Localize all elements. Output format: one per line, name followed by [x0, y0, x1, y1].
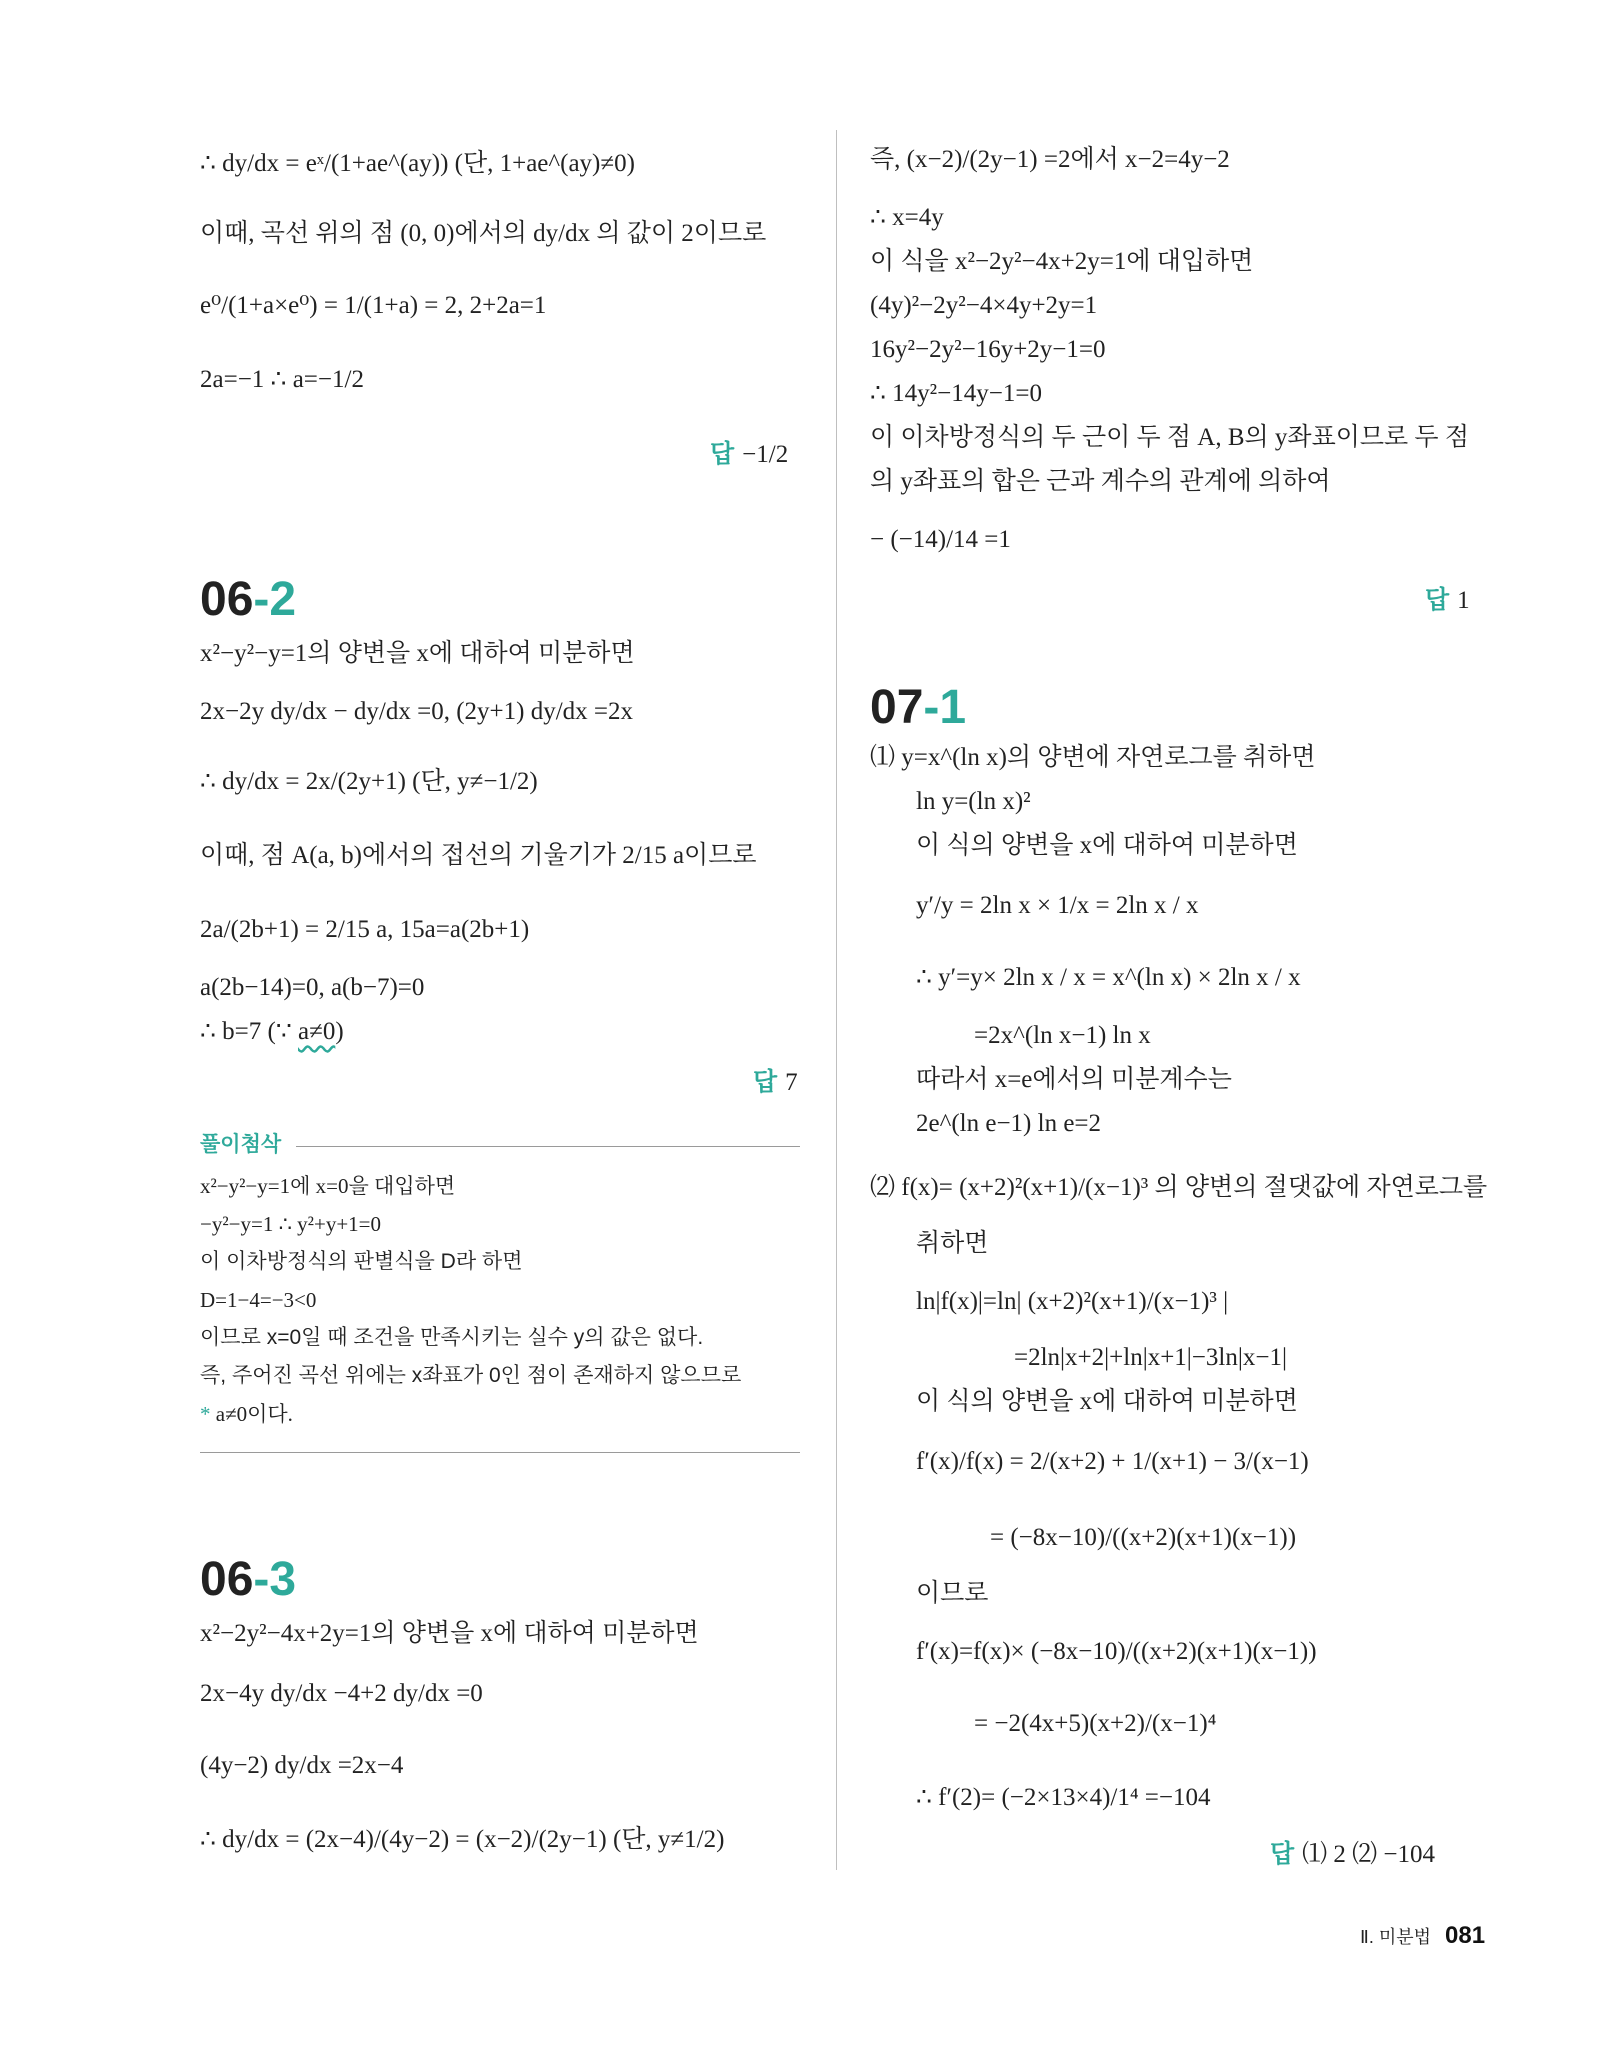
text-line: 이 식을 x²−2y²−4x+2y=1에 대입하면 [870, 248, 1254, 275]
page-number: 081 [1445, 1922, 1486, 1949]
answer-block [1270, 1836, 1435, 1873]
math-line: ∴ dy/dx = 2x/(2y+1) (단, y≠−1/2) [200, 768, 538, 795]
math-line: 16y²−2y²−16y+2y−1=0 [870, 336, 1106, 363]
column-divider [836, 130, 837, 1870]
note-line: D=1−4=−3<0 [200, 1288, 317, 1312]
note-line: 즉, 주어진 곡선 위에는 x좌표가 0인 점이 존재하지 않으므로 [200, 1364, 742, 1387]
section-number: 06 [200, 573, 254, 626]
text-line: 이므로 [916, 1580, 989, 1607]
math-text: ) [335, 1018, 344, 1045]
note-bottom-rule [200, 1452, 800, 1453]
note-text: a≠0이다. [210, 1402, 293, 1426]
math-line: (4y−2) dy/dx =2x−4 [200, 1752, 404, 1779]
answer-block [710, 436, 788, 473]
text-line: 취하면 [916, 1230, 989, 1257]
text-line: 따라서 x=e에서의 미분계수는 [916, 1066, 1232, 1093]
math-line [200, 1014, 344, 1050]
note-line: 이므로 x=0일 때 조건을 만족시키는 실수 y의 값은 없다. [200, 1326, 704, 1349]
section-dash: - [923, 681, 940, 734]
text-line: 이때, 점 A(a, b)에서의 접선의 기울기가 2/15 a이므로 [200, 842, 757, 869]
math-line: = −2(4x+5)(x+2)/(x−1)⁴ [974, 1710, 1217, 1737]
math-line: ∴ x=4y [870, 204, 944, 231]
math-line: a(2b−14)=0, a(b−7)=0 [200, 974, 425, 1001]
math-line: e⁰/(1+a×e⁰) = 1/(1+a) = 2, 2+2a=1 [200, 292, 547, 319]
text-line: 이 식의 양변을 x에 대하여 미분하면 [916, 832, 1298, 859]
section-number: 06 [200, 1553, 254, 1606]
text-line: 의 y좌표의 합은 근과 계수의 관계에 의하여 [870, 468, 1331, 495]
answer-block [753, 1064, 798, 1101]
math-line: 2a=−1 ∴ a=−1/2 [200, 366, 364, 393]
answer-value: 1 [1457, 587, 1470, 614]
note-line: 이 이차방정식의 판별식을 D라 하면 [200, 1250, 523, 1273]
footnote-star: * [200, 1402, 211, 1426]
math-line: f′(x)/f(x) = 2/(x+2) + 1/(x+1) − 3/(x−1) [916, 1448, 1309, 1475]
math-line: 2x−2y dy/dx − dy/dx =0, (2y+1) dy/dx =2x [200, 698, 633, 725]
math-line: ∴ dy/dx = eˣ/(1+ae^(ay)) (단, 1+ae^(ay)≠0) [200, 150, 635, 177]
note-line [200, 1396, 293, 1432]
section-heading [200, 572, 296, 628]
section-dash: - [253, 573, 270, 626]
footer-section-title: Ⅱ. 미분법 [1360, 1927, 1432, 1947]
math-line: =2ln|x+2|+ln|x+1|−3ln|x−1| [1014, 1344, 1287, 1371]
math-line: =2x^(ln x−1) ln x [974, 1022, 1151, 1049]
answer-label: 답 [1270, 1840, 1295, 1868]
answer-label: 답 [753, 1068, 778, 1096]
answer-value: 7 [785, 1069, 798, 1096]
section-subnumber: 1 [939, 681, 967, 734]
math-line: = (−8x−10)/((x+2)(x+1)(x−1)) [990, 1524, 1297, 1551]
section-number: 07 [870, 681, 924, 734]
math-line: ∴ 14y²−14y−1=0 [870, 380, 1042, 407]
math-line: − (−14)/14 =1 [870, 526, 1011, 553]
text-line: x²−y²−y=1의 양변을 x에 대하여 미분하면 [200, 640, 635, 667]
note-title: 풀이첨삭 [200, 1133, 282, 1156]
note-line: −y²−y=1 ∴ y²+y+1=0 [200, 1212, 382, 1236]
math-line: f′(x)=f(x)× (−8x−10)/((x+2)(x+1)(x−1)) [916, 1638, 1317, 1665]
note-top-rule [296, 1146, 800, 1147]
answer-label: 답 [710, 440, 735, 468]
answer-label: 답 [1425, 586, 1450, 614]
section-heading [200, 1552, 296, 1608]
math-line: ln y=(ln x)² [916, 788, 1031, 815]
answer-value: −1/2 [742, 441, 789, 468]
math-line: ∴ y′=y× 2ln x / x = x^(ln x) × 2ln x / x [916, 964, 1301, 991]
math-line: 2x−4y dy/dx −4+2 dy/dx =0 [200, 1680, 483, 1707]
math-line: y′/y = 2ln x × 1/x = 2ln x / x [916, 892, 1199, 919]
page-footer [1360, 1922, 1485, 1950]
text-line: 이 이차방정식의 두 근이 두 점 A, B의 y좌표이므로 두 점 [870, 424, 1469, 451]
math-line: 2e^(ln e−1) ln e=2 [916, 1110, 1102, 1137]
section-heading [870, 680, 966, 736]
section-subnumber: 2 [269, 573, 297, 626]
text-line: 이때, 곡선 위의 점 (0, 0)에서의 dy/dx 의 값이 2이므로 [200, 220, 767, 247]
section-dash: - [253, 1553, 270, 1606]
text-line: x²−2y²−4x+2y=1의 양변을 x에 대하여 미분하면 [200, 1620, 699, 1647]
section-subnumber: 3 [269, 1553, 297, 1606]
math-line: 즉, (x−2)/(2y−1) =2에서 x−2=4y−2 [870, 146, 1230, 173]
math-text: ∴ b=7 (∵ [200, 1018, 298, 1045]
math-line: ∴ f′(2)= (−2×13×4)/1⁴ =−104 [916, 1784, 1211, 1811]
wavy-underlined-condition: a≠0 [298, 1018, 336, 1045]
answer-block [1425, 582, 1470, 619]
math-line: ⑵ f(x)= (x+2)²(x+1)/(x−1)³ 의 양변의 절댓값에 자연로그를 [870, 1174, 1488, 1201]
answer-value: ⑴ 2 ⑵ −104 [1302, 1841, 1436, 1868]
text-line: 이 식의 양변을 x에 대하여 미분하면 [916, 1388, 1298, 1415]
note-line: x²−y²−y=1에 x=0을 대입하면 [200, 1174, 456, 1198]
math-line: ln|f(x)|=ln| (x+2)²(x+1)/(x−1)³ | [916, 1288, 1229, 1315]
math-line: ∴ dy/dx = (2x−4)/(4y−2) = (x−2)/(2y−1) (단, y≠1/2) [200, 1826, 725, 1853]
math-line: 2a/(2b+1) = 2/15 a, 15a=a(2b+1) [200, 916, 530, 943]
math-line: (4y)²−2y²−4×4y+2y=1 [870, 292, 1098, 319]
text-line: ⑴ y=x^(ln x)의 양변에 자연로그를 취하면 [870, 744, 1316, 771]
